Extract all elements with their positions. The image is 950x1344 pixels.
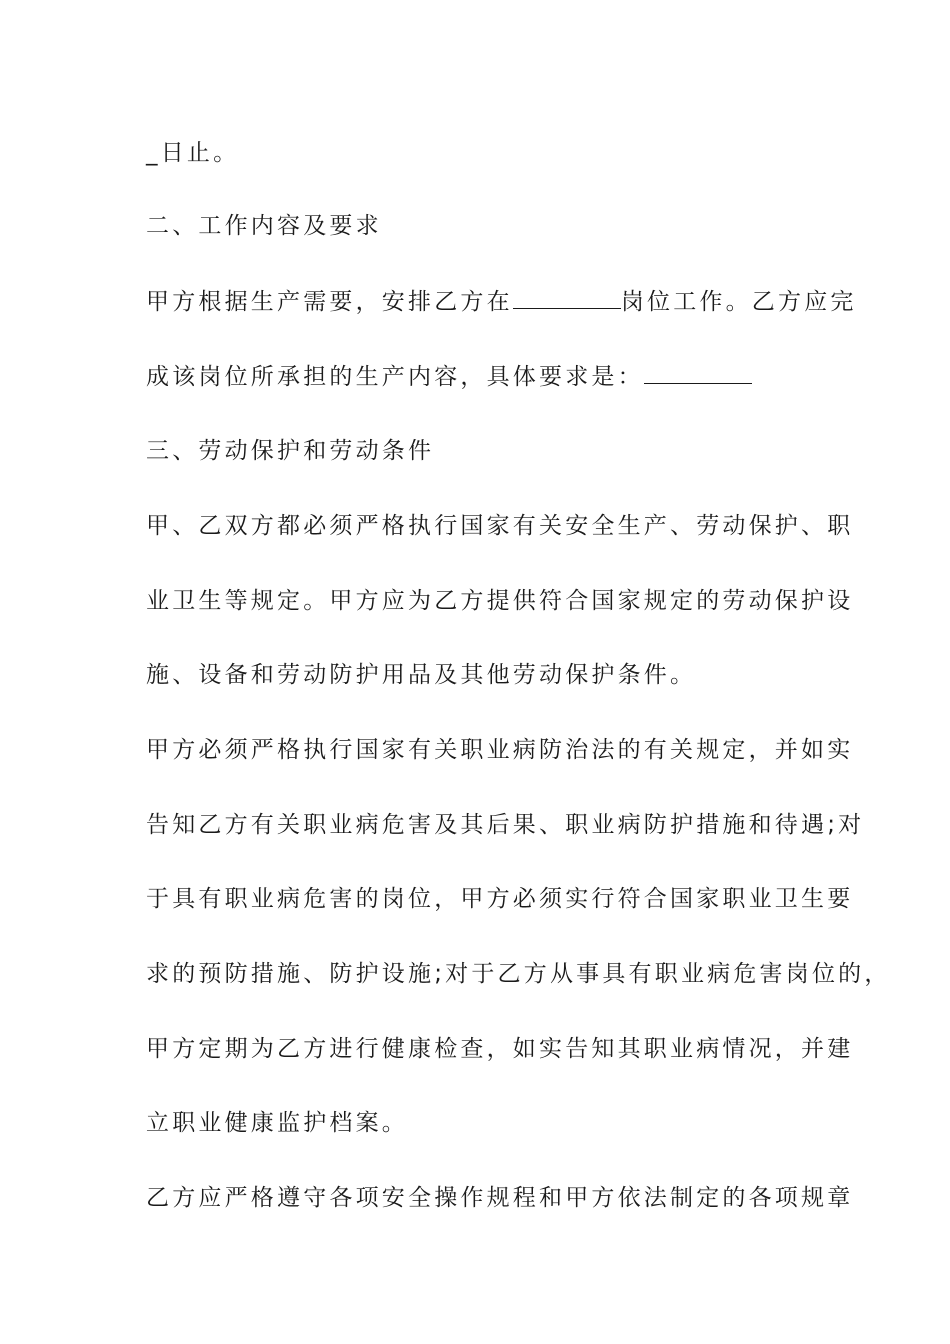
section-heading-labor-protection: 三、劳动保护和劳动条件	[146, 438, 435, 464]
paragraph-line	[146, 361, 826, 392]
paragraph-line: 求的预防措施、防护设施;对于乙方从事具有职业病危害岗位的，	[146, 961, 891, 987]
paragraph-line: 立职业健康监护档案。	[146, 1110, 408, 1136]
paragraph-line: 告知乙方有关职业病危害及其后果、职业病防护措施和待遇;对	[146, 812, 865, 838]
paragraph-line: 业卫生等规定。甲方应为乙方提供符合国家规定的劳动保护设	[146, 588, 854, 614]
text-segment: 甲方根据生产需要，安排乙方在	[146, 289, 513, 315]
text-line-end-date: _日止。	[146, 140, 240, 166]
paragraph-line: 甲方定期为乙方进行健康检查，如实告知其职业病情况，并建	[146, 1036, 854, 1062]
paragraph-line	[146, 286, 857, 317]
paragraph-line: 甲方必须严格执行国家有关职业病防治法的有关规定，并如实	[146, 737, 854, 763]
paragraph-line: 乙方应严格遵守各项安全操作规程和甲方依法制定的各项规章	[146, 1185, 854, 1211]
paragraph-line: 于具有职业病危害的岗位，甲方必须实行符合国家职业卫生要	[146, 886, 854, 912]
paragraph-line: 甲、乙双方都必须严格执行国家有关安全生产、劳动保护、职	[146, 513, 854, 539]
paragraph-line: 施、设备和劳动防护用品及其他劳动保护条件。	[146, 662, 697, 688]
section-heading-work-content: 二、工作内容及要求	[146, 213, 382, 239]
blank-underline	[644, 361, 752, 384]
blank-underline	[513, 286, 621, 309]
text-segment: 成该岗位所承担的生产内容，具体要求是：	[146, 364, 644, 390]
text-segment: 岗位工作。乙方应完	[620, 289, 857, 315]
